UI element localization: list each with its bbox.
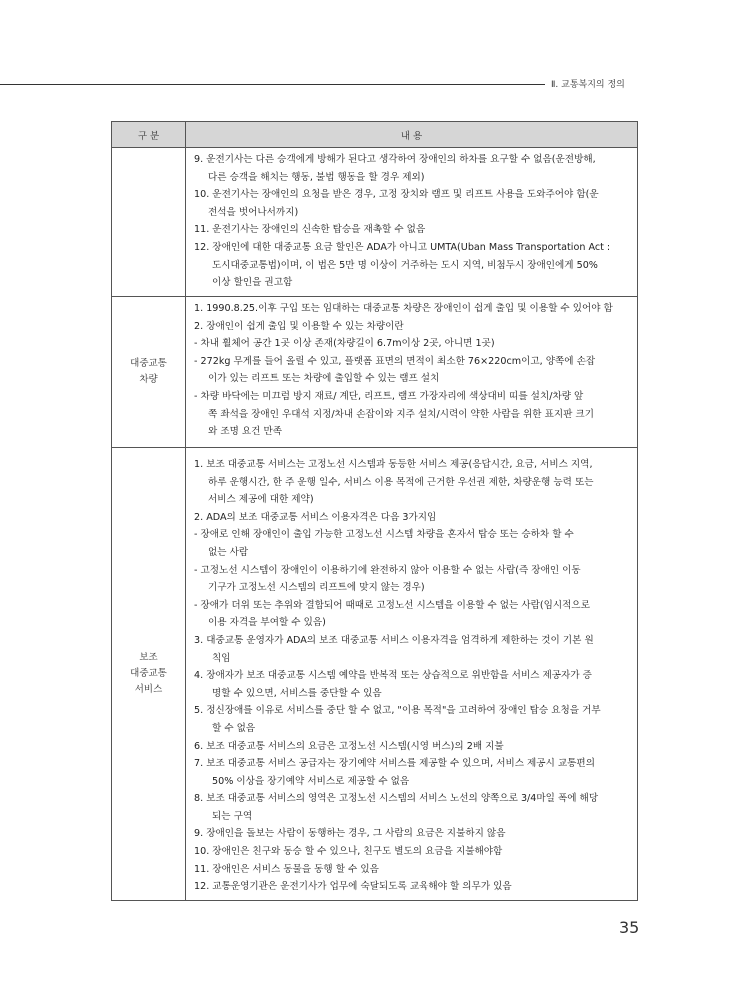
list-item: - 장애로 인해 장애인이 출입 가능한 고정노선 시스템 차량을 혼자서 탑승 또는 승하차 할 수 <box>194 529 574 541</box>
list-item: 10. 운전기사는 장애인의 요청을 받은 경우, 고정 장치와 램프 및 리프트 사용을 도와주어야 함(운 <box>194 189 599 201</box>
list-item: 11. 장애인은 서비스 동물을 동행 할 수 있음 <box>194 863 379 875</box>
list-item-cont: 이용 자격을 부여할 수 있음) <box>208 617 326 629</box>
list-item: - 고정노선 시스템이 장애인이 이용하기에 완전하지 않아 이용할 수 없는 사람(즉 장애인 이동 <box>194 564 581 576</box>
list-item: 4. 장애자가 보조 대중교통 시스템 예약을 반복적 또는 상습적으로 위반함을 서비스 제공자가 증 <box>194 670 592 682</box>
category-label: 차량 <box>139 374 158 385</box>
list-item-cont: 이상 할인을 권고함 <box>212 277 293 289</box>
category-label: 보조 <box>139 651 158 663</box>
list-item: 9. 장애인을 돌보는 사람이 동행하는 경우, 그 사람의 요금은 지불하지 않음 <box>194 828 506 840</box>
header-rule <box>0 84 545 85</box>
table-row <box>112 297 638 448</box>
list-item: 1. 보조 대중교통 서비스는 고정노선 시스템과 동등한 서비스 제공(응답시간, 요금, 서비스 지역, <box>194 459 593 470</box>
list-item: 12. 교통운영기관은 운전기사가 업무에 숙달되도록 교육해야 할 의무가 있음 <box>194 881 512 893</box>
list-item-cont: 와 조명 요건 만족 <box>208 426 283 438</box>
list-item-cont: 50% 이상을 장기예약 서비스로 제공할 수 없음 <box>212 775 410 787</box>
list-item: 5. 정신장애를 이유로 서비스를 중단 할 수 없고, "이용 목적"을 고려하여 장애인 탑승 요청을 거부 <box>194 705 601 717</box>
list-item-cont: 칙임 <box>212 652 231 664</box>
list-item-cont: 서비스 제공에 대한 제약) <box>208 494 314 506</box>
table-header-row <box>112 122 638 148</box>
list-item: 6. 보조 대중교통 서비스의 요금은 고정노선 시스템(시영 버스)의 2배 지불 <box>194 740 504 752</box>
list-item-cont: 할 수 없음 <box>212 722 256 734</box>
list-item: 10. 장애인은 친구와 동승 할 수 있으나, 친구도 별도의 요금을 지불해야함 <box>194 846 503 858</box>
list-item: 3. 대중교통 운영자가 ADA의 보조 대중교통 서비스 이용자격을 엄격하게 제한하는 것이 기본 원 <box>194 634 594 646</box>
content-table <box>111 121 638 901</box>
category-cell <box>112 448 186 901</box>
list-item: 1. 1990.8.25.이후 구입 또는 임대하는 대중교통 차량은 장애인이 쉽게 출입 및 이용할 수 있어야 함 <box>194 303 613 314</box>
content-cell <box>186 297 638 448</box>
list-item-cont: 하루 운행시간, 한 주 운행 일수, 서비스 이용 목적에 근거한 우선권 제한, 차량운행 능력 또는 <box>208 476 594 488</box>
list-item-cont: 없는 사람 <box>208 546 249 558</box>
content-cell <box>186 148 638 297</box>
list-item: 7. 보조 대중교통 서비스 공급자는 장기예약 서비스를 제공할 수 있으며, 서비스 제공시 교통편의 <box>194 758 595 770</box>
list-item-cont: 도시대중교통법)이며, 이 법은 5만 명 이상이 거주하는 도시 지역, 비첨두시 장애인에게 50% <box>212 259 598 271</box>
page-number: 35 <box>619 918 640 937</box>
list-item-cont: 이가 있는 리프트 또는 차량에 출입할 수 있는 램프 설치 <box>208 373 440 385</box>
list-item-cont: 전석을 벗어나서까지) <box>208 206 299 218</box>
category-cell <box>112 148 186 297</box>
list-item-cont: 쪽 좌석을 장애인 우대석 지정/차내 손잡이와 지주 설치/시력이 약한 사람을 위한 표지판 크기 <box>208 408 594 420</box>
header-content: 내 용 <box>186 122 638 148</box>
list-item: 2. 장애인이 쉽게 출입 및 이용할 수 있는 차량이란 <box>194 320 404 332</box>
list-item: - 장애가 더위 또는 추위와 결합되어 때때로 고정노선 시스템을 이용할 수 없는 사람(임시적으로 <box>194 599 590 611</box>
list-item: - 272kg 무게를 들어 올릴 수 있고, 플랫폼 표면의 면적이 최소한 76×220cm이고, 양쪽에 손잡 <box>194 355 596 367</box>
list-item: 2. ADA의 보조 대중교통 서비스 이용자격은 다음 3가지임 <box>194 511 437 523</box>
running-header: Ⅱ. 교통복지의 정의 <box>551 80 625 90</box>
list-item-cont: 명할 수 있으면, 서비스를 중단할 수 있음 <box>212 687 382 699</box>
category-label: 대중교통 <box>130 667 167 679</box>
list-item: - 차량 바닥에는 미끄럼 방지 재료/ 계단, 리프트, 램프 가장자리에 색상대비 띠를 설치/차량 앞 <box>194 390 584 402</box>
list-item: 12. 장애인에 대한 대중교통 요금 할인은 ADA가 아니고 UMTA(Uban Mass Transportation Act : <box>194 241 611 253</box>
table-row <box>112 448 638 901</box>
list-item-cont: 되는 구역 <box>212 810 253 822</box>
category-label: 대중교통 <box>130 358 167 369</box>
category-label: 서비스 <box>134 683 163 695</box>
content-cell <box>186 448 638 901</box>
list-item: 11. 운전기사는 장애인의 신속한 탑승을 재촉할 수 없음 <box>194 224 426 236</box>
table-row <box>112 148 638 297</box>
list-item: - 차내 휠체어 공간 1곳 이상 존재(차량길이 6.7m이상 2곳, 아니면 1곳) <box>194 338 495 350</box>
list-item: 9. 운전기사는 다른 승객에게 방해가 된다고 생각하여 장애인의 하차를 요구할 수 없음(운전방해, <box>194 154 596 165</box>
list-item-cont: 기구가 고정노선 시스템의 리프트에 맞지 않는 경우) <box>208 582 425 594</box>
category-cell <box>112 297 186 448</box>
header-category: 구 분 <box>112 122 186 148</box>
list-item-cont: 다른 승객을 해치는 행동, 불법 행동을 할 경우 제외) <box>208 171 425 183</box>
list-item: 8. 보조 대중교통 서비스의 영역은 고정노선 시스템의 서비스 노선의 양쪽으로 3/4마일 폭에 해당 <box>194 793 599 805</box>
